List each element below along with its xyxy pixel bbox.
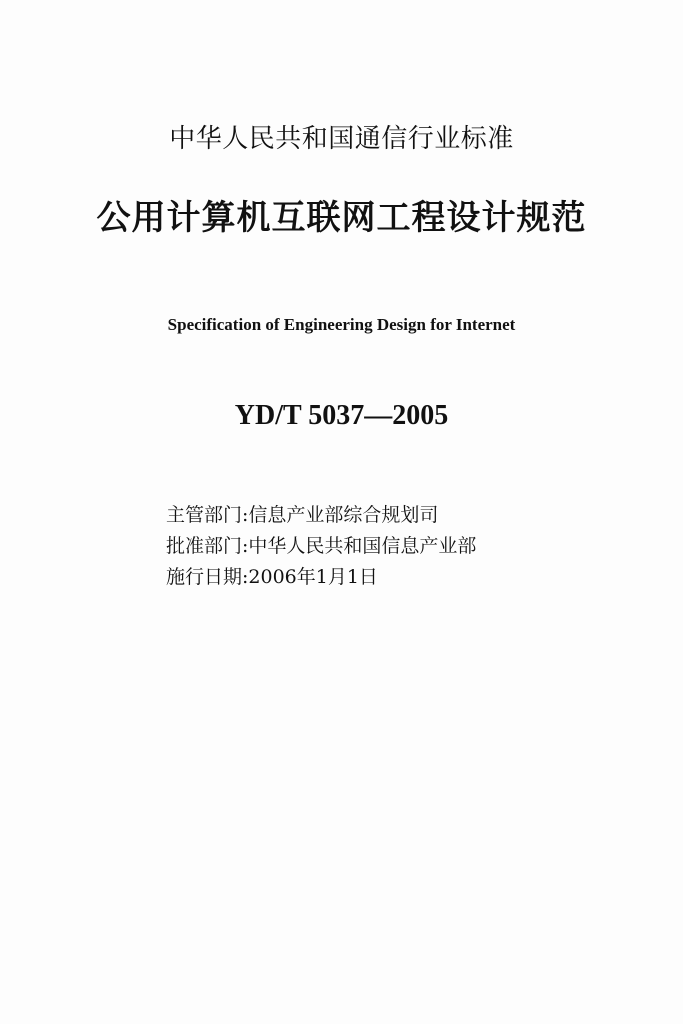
implementation-date: 施行日期:2006年1月1日 <box>166 566 378 588</box>
publication-info <box>166 500 476 593</box>
approving-department: 批准部门:中华人民共和国信息产业部 <box>166 535 477 557</box>
standard-title-chinese: 公用计算机互联网工程设计规范 <box>96 198 587 238</box>
standard-number: YD/T 5037—2005 <box>234 400 449 431</box>
standard-category: 中华人民共和国通信行业标准 <box>169 124 514 154</box>
standard-title-english: Specification of Engineering Design for Internet <box>167 315 516 334</box>
responsible-department: 主管部门:信息产业部综合规划司 <box>166 504 439 526</box>
